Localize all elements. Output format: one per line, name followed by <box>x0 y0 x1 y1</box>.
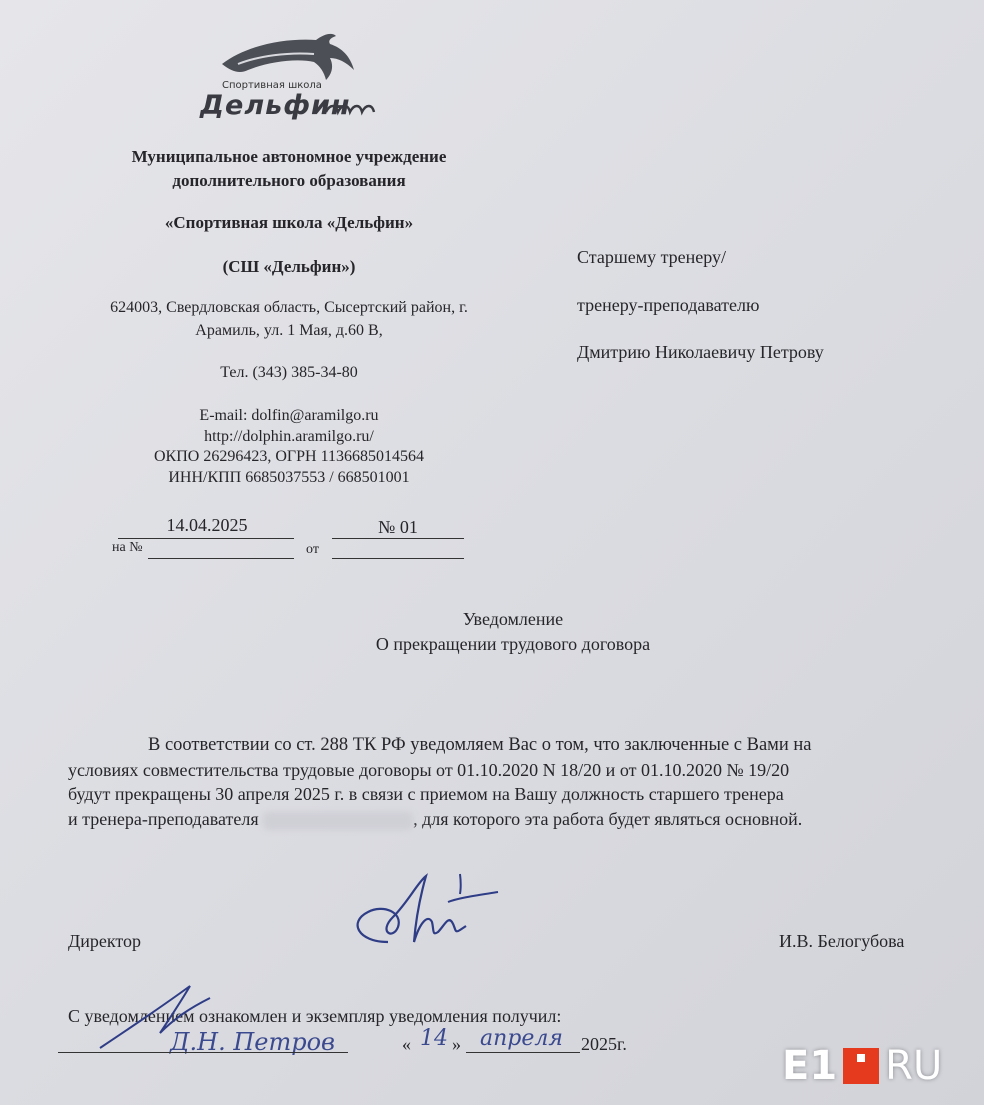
number-line <box>332 538 464 539</box>
body-line4 <box>68 808 802 831</box>
org-phone: Тел. (343) 385-34-80 <box>220 364 358 381</box>
logo-small-text: Спортивная школа <box>222 80 322 91</box>
na-label: на № <box>112 540 143 555</box>
watermark-square <box>843 1048 879 1084</box>
ot-line <box>332 558 464 559</box>
watermark-right: RU <box>885 1043 943 1089</box>
body-line1: В соответствии со ст. 288 ТК РФ уведомляем Вас о том, что заключенные с Вами на <box>148 735 812 755</box>
org-line2: дополнительного образования <box>172 171 406 190</box>
ack-handwritten-name: Д.Н. Петров <box>170 1028 335 1056</box>
logo-name: Дельфин <box>200 90 351 121</box>
org-address1: 624003, Свердловская область, Сысертский район, г. <box>110 299 468 316</box>
org-email: E-mail: dolfin@aramilgo.ru <box>199 407 379 424</box>
director-signature <box>348 872 508 952</box>
body-line2: условиях совместительства трудовые договоры от 01.10.2020 N 18/20 и от 01.10.2020 № 19/20 <box>68 760 790 780</box>
addressee-line3: Дмитрию Николаевичу Петрову <box>577 342 824 362</box>
school-logo <box>200 30 390 125</box>
doc-date: 14.04.2025 <box>166 515 248 535</box>
watermark-left: E1 <box>782 1043 838 1089</box>
ack-text: С уведомлением ознакомлен и экземпляр уведомления получил: <box>68 1006 562 1026</box>
addressee-line2: тренеру-преподавателю <box>577 295 760 315</box>
date-line <box>118 538 294 539</box>
ack-close-quote: » <box>452 1034 461 1054</box>
ack-month-line <box>466 1052 580 1053</box>
ack-open-quote: « <box>402 1034 411 1054</box>
org-website: http://dolphin.aramilgo.ru/ <box>204 428 374 445</box>
body-line4-end: , для которого эта работа будет являться основной. <box>413 809 803 829</box>
waves-icon <box>324 102 376 118</box>
doc-subtitle: О прекращении трудового договора <box>375 634 651 654</box>
ot-label: от <box>306 542 319 557</box>
ack-day: 14 <box>420 1026 448 1051</box>
doc-title: Уведомление <box>462 609 564 629</box>
body-line4-start: и тренера-преподавателя <box>68 809 259 829</box>
org-inn: ИНН/КПП 6685037553 / 668501001 <box>168 469 410 486</box>
org-line1: Муниципальное автономное учреждение <box>131 147 447 166</box>
na-line <box>148 558 294 559</box>
org-name: «Спортивная школа «Дельфин» <box>164 213 414 232</box>
redacted-name <box>263 812 413 830</box>
addressee-line1: Старшему тренеру/ <box>577 247 727 267</box>
doc-number: № 01 <box>378 517 418 537</box>
org-short: (СШ «Дельфин») <box>222 257 356 276</box>
ack-month: апреля <box>480 1026 563 1051</box>
body-line3: будут прекращены 30 апреля 2025 г. в связи с приемом на Вашу должность старшего тренера <box>68 784 784 804</box>
org-address2: Арамиль, ул. 1 Мая, д.60 В, <box>195 322 383 339</box>
director-label: Директор <box>68 931 142 951</box>
ack-name-line <box>58 1052 348 1053</box>
ack-year: 2025г. <box>581 1034 627 1054</box>
e1-watermark <box>782 1044 942 1088</box>
org-okpo: ОКПО 26296423, ОГРН 1136685014564 <box>154 448 424 465</box>
director-name: И.В. Белогубова <box>779 931 905 951</box>
